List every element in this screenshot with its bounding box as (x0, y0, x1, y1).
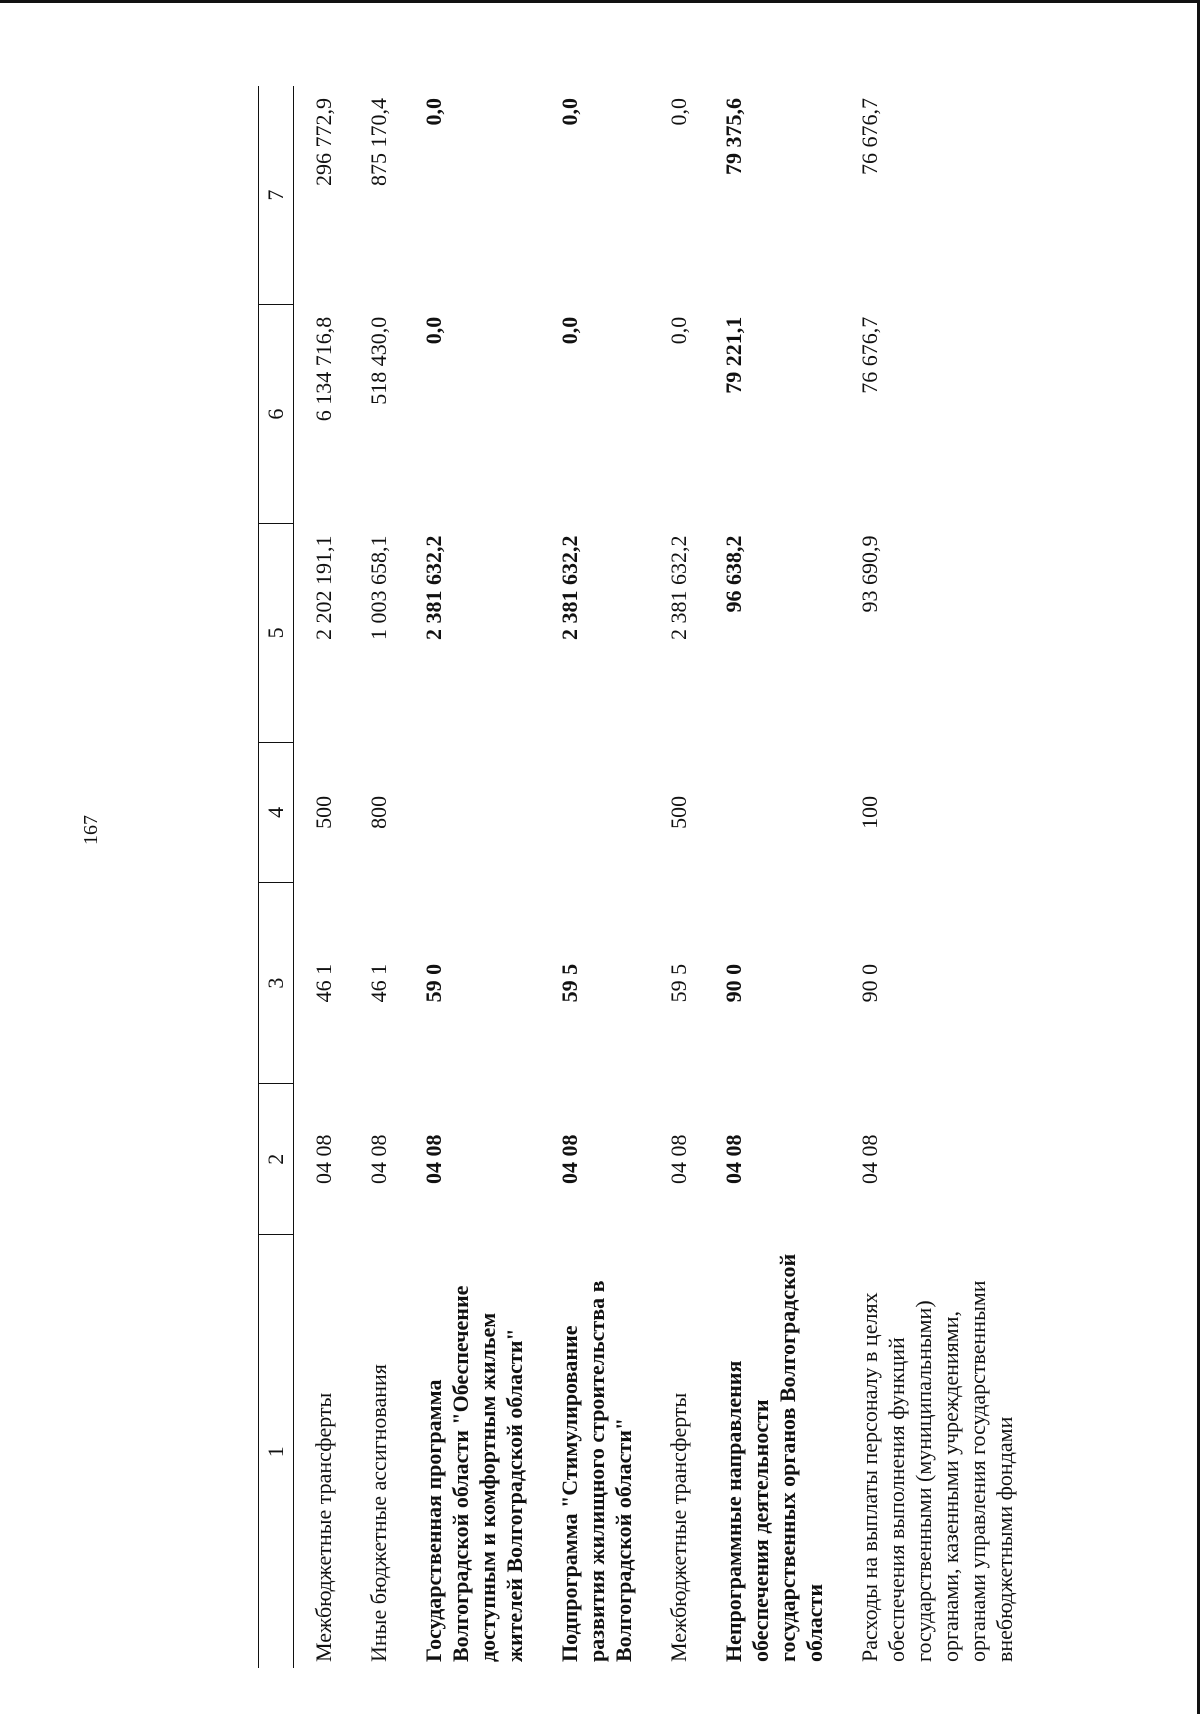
row-section-code: 04 08 (557, 1134, 582, 1185)
row-name: Непрограммные направления обеспечения деятельности государственных органов Волгоградской области (721, 1253, 827, 1662)
row-program-code: 59 5 (666, 963, 691, 1003)
table-row (704, 86, 840, 1668)
row-value-col5: 2 202 191,1 (311, 535, 336, 641)
row-value-col5: 96 638,2 (721, 535, 746, 613)
row-program-code: 90 0 (721, 963, 746, 1003)
row-expense-type (704, 742, 840, 882)
row-value-col5: 1 003 658,1 (366, 535, 391, 641)
row-section-code: 04 08 (721, 1134, 746, 1185)
row-expense-type: 500 (666, 795, 691, 829)
row-value-col6: 0,0 (557, 316, 582, 345)
table-row (294, 86, 350, 1668)
row-name: Государственная программа Волгоградской области "Обеспечение доступным и комфортным жильем жителей Волгоградской области" (421, 1285, 527, 1662)
row-program-code: 59 0 (421, 963, 446, 1003)
row-name: Иные бюджетные ассигнования (366, 1364, 391, 1662)
header-row (259, 86, 294, 1668)
header-col-6: 6 (259, 305, 294, 524)
page-number: 167 (80, 815, 102, 845)
row-program-code: 46 1 (311, 963, 336, 1003)
header-col-3: 3 (259, 883, 294, 1084)
row-value-col7: 0,0 (557, 98, 582, 126)
row-value-col7: 0,0 (666, 98, 691, 126)
header-col-7: 7 (259, 86, 294, 305)
table-row (404, 86, 540, 1668)
header-col-5: 5 (259, 524, 294, 743)
table-row (349, 86, 404, 1668)
row-name: Межбюджетные трансферты (666, 1392, 691, 1662)
table-row (840, 86, 1030, 1668)
row-name: Расходы на выплаты персоналу в целях обеспечения выполнения функций государственными (муниципальными) органами, казенными учреждениями, органами управления государственными внебюджетными фондами (857, 1280, 1017, 1662)
table-body (294, 86, 1031, 1668)
row-expense-type (404, 742, 540, 882)
row-value-col6: 0,0 (421, 316, 446, 345)
row-section-code: 04 08 (666, 1134, 691, 1185)
row-expense-type: 800 (366, 795, 391, 829)
row-section-code: 04 08 (366, 1134, 391, 1185)
row-section-code: 04 08 (857, 1134, 882, 1185)
table-row (540, 86, 649, 1668)
row-value-col6: 518 430,0 (366, 316, 391, 405)
row-value-col6: 0,0 (666, 316, 691, 345)
row-value-col5: 2 381 632,2 (666, 535, 691, 641)
row-value-col6: 76 676,7 (857, 316, 882, 394)
row-name: Подпрограмма "Стимулирование развития жилищного строительства в Волгоградской области" (557, 1280, 636, 1662)
row-section-code: 04 08 (421, 1134, 446, 1185)
row-section-code: 04 08 (311, 1134, 336, 1185)
row-value-col5: 2 381 632,2 (421, 535, 446, 641)
header-col-4: 4 (259, 742, 294, 882)
row-name: Межбюджетные трансферты (311, 1392, 336, 1662)
budget-table (258, 86, 1030, 1668)
row-value-col7: 76 676,7 (857, 98, 882, 175)
row-program-code: 46 1 (366, 963, 391, 1003)
row-value-col7: 79 375,6 (721, 98, 746, 175)
row-value-col7: 296 772,9 (311, 98, 336, 186)
row-value-col6: 79 221,1 (721, 316, 746, 394)
header-col-2: 2 (259, 1084, 294, 1235)
row-program-code: 90 0 (857, 963, 882, 1003)
row-expense-type (540, 742, 649, 882)
table-header (259, 86, 294, 1668)
row-program-code: 59 5 (557, 963, 582, 1003)
row-value-col5: 93 690,9 (857, 535, 882, 613)
header-col-1: 1 (259, 1235, 294, 1668)
table-row (649, 86, 704, 1668)
row-value-col7: 0,0 (421, 98, 446, 126)
row-expense-type: 500 (311, 795, 336, 829)
row-value-col6: 6 134 716,8 (311, 316, 336, 422)
row-value-col7: 875 170,4 (366, 98, 391, 186)
row-expense-type: 100 (857, 795, 882, 829)
row-value-col5: 2 381 632,2 (557, 535, 582, 641)
